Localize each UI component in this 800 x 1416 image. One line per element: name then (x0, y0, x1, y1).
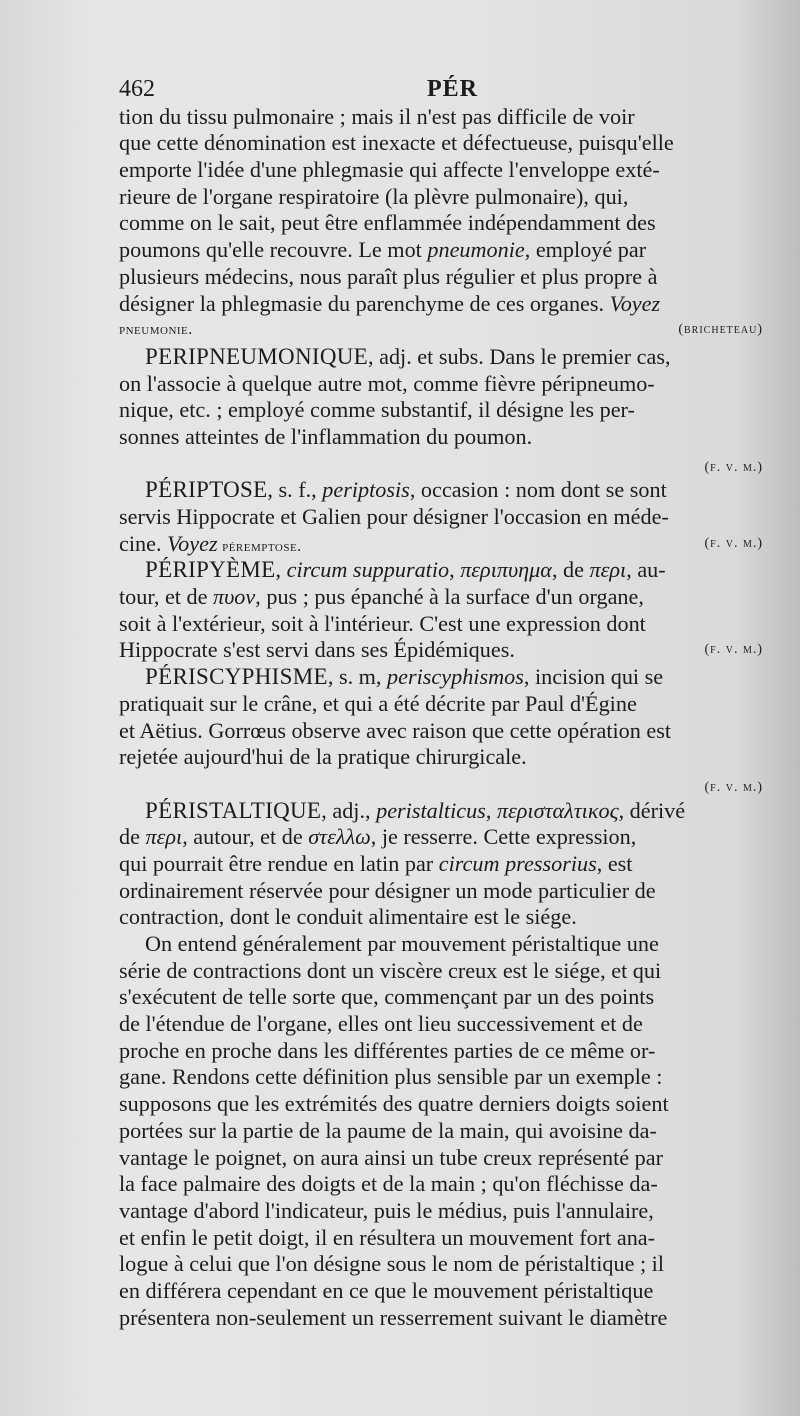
entry-peripyeme: PÉRIPYÈME, circum suppuratio, περιπυημα, de περι, au- (145, 557, 666, 583)
text-line: la face palmaire des doigts et de la main ; qu'on fléchisse da- (119, 1171, 658, 1197)
text-line: ordinairement réservée pour désigner un mode particulier de (119, 877, 656, 903)
text-line: que cette dénomination est inexacte et défectueuse, puisqu'elle (119, 130, 674, 156)
entry-periptose: PÉRIPTOSE, s. f., periptosis, occasion : nom dont se sont (145, 477, 667, 503)
text-line: tion du tissu pulmonaire ; mais il n'est pas difficile de voir (119, 103, 635, 129)
cross-reference: péremptose. (217, 537, 302, 555)
text-line: proche en proche dans les différentes parties de ce même or- (119, 1037, 656, 1063)
author-signature: (f. v. m.) (704, 535, 763, 551)
text-line: contraction, dont le conduit alimentaire est le siége. (119, 904, 577, 930)
text-line: gane. Rendons cette définition plus sensible par un exemple : (119, 1064, 663, 1090)
text-line: tour, et de πυον, pus ; pus épanché à la surface d'un organe, (119, 584, 644, 610)
text-line: qui pourrait être rendue en latin par circum pressorius, est (119, 850, 633, 876)
text-line: et enfin le petit doigt, il en résultera un mouvement fort ana- (119, 1224, 656, 1250)
entry-periscyphisme: PÉRISCYPHISME, s. m, periscyphismos, incision qui se (145, 664, 664, 690)
text-line: série de contractions dont un viscère creux est le siége, et qui (119, 957, 662, 983)
headword: PÉRIPTOSE (145, 477, 268, 503)
text-line: cine. Voyez péremptose. (f. v. m.) (119, 530, 763, 556)
author-signature: (f. v. m.) (704, 459, 763, 475)
text-line: poumons qu'elle recouvre. Le mot pneumonie, employé par (119, 237, 647, 263)
text-line: supposons que les extrémités des quatre derniers doigts soient (119, 1091, 669, 1117)
text-line: emporte l'idée d'une phlegmasie qui affecte l'enveloppe exté- (119, 157, 660, 183)
author-signature: (f. v. m.) (704, 642, 763, 658)
author-signature: (bricheteau) (678, 322, 763, 338)
running-title: PÉR (427, 76, 478, 102)
text-line: logue à celui que l'on désigne sous le nom de péristaltique ; il (119, 1251, 665, 1277)
text-line: nique, etc. ; employé comme substantif, il désigne les per- (119, 397, 635, 423)
text-line: présentera non-seulement un resserrement suivant le diamètre (119, 1304, 668, 1330)
headword: PÉRISCYPHISME (145, 664, 328, 690)
text-line: s'exécutent de telle sorte que, commençant par un des points (119, 984, 655, 1010)
text-line (119, 317, 763, 344)
text-line: de περι, autour, et de στελλω, je resserre. Cette expression, (119, 824, 637, 850)
entry-peristaltique: PÉRISTALTIQUE, adj., peristalticus, περισταλτικος, dérivé (145, 797, 686, 823)
headword: PÉRIPYÈME (145, 557, 276, 583)
text-line: vantage le poignet, on aura ainsi un tube creux représenté par (119, 1144, 663, 1170)
entry-peripneumonique: PERIPNEUMONIQUE, adj. et subs. Dans le premier cas, (145, 343, 671, 369)
headword: PERIPNEUMONIQUE (145, 343, 368, 369)
text-line: portées sur la partie de la paume de la main, qui avoisine da- (119, 1117, 657, 1143)
text-line: rieure de l'organe respiratoire (la plèvre pulmonaire), qui, (119, 183, 629, 209)
text-line: vantage d'abord l'indicateur, puis le médius, puis l'annulaire, (119, 1197, 654, 1223)
text-line: comme on le sait, peut être enflammée indépendamment des (119, 210, 656, 236)
text-line: plusieurs médecins, nous paraît plus régulier et plus propre à (119, 263, 658, 289)
text-line: On entend généralement par mouvement péristaltique une (145, 931, 659, 957)
text-line: de l'étendue de l'organe, elles ont lieu successivement et de (119, 1011, 643, 1037)
page-number: 462 (119, 76, 155, 102)
text-line: sonnes atteintes de l'inflammation du poumon. (119, 423, 533, 449)
text-line: soit à l'extérieur, soit à l'intérieur. C'est une expression dont (119, 610, 646, 636)
cross-reference: pneumonie. (119, 321, 193, 339)
headword: PÉRISTALTIQUE (145, 797, 322, 823)
author-signature: (f. v. m.) (704, 779, 763, 795)
page-text (119, 76, 763, 1331)
text-line: rejetée aujourd'hui de la pratique chirurgicale. (119, 744, 527, 770)
text-line (119, 771, 763, 798)
text-line: Hippocrate s'est servi dans ses Épidémiques. (f. v. m.) (119, 637, 763, 663)
running-header (119, 76, 763, 103)
text-line: désigner la phlegmasie du parenchyme de ces organes. Voyez (119, 290, 661, 316)
text-line: servis Hippocrate et Galien pour désigner l'occasion en méde- (119, 504, 669, 530)
text-line: pratiquait sur le crâne, et qui a été décrite par Paul d'Égine (119, 690, 637, 716)
text-line: et Aëtius. Gorrœus observe avec raison que cette opération est (119, 717, 672, 743)
text-line: en différera cependant en ce que le mouvement péristaltique (119, 1277, 654, 1303)
text-line: on l'associe à quelque autre mot, comme fièvre péripneumo- (119, 370, 655, 396)
text-line (119, 451, 763, 478)
